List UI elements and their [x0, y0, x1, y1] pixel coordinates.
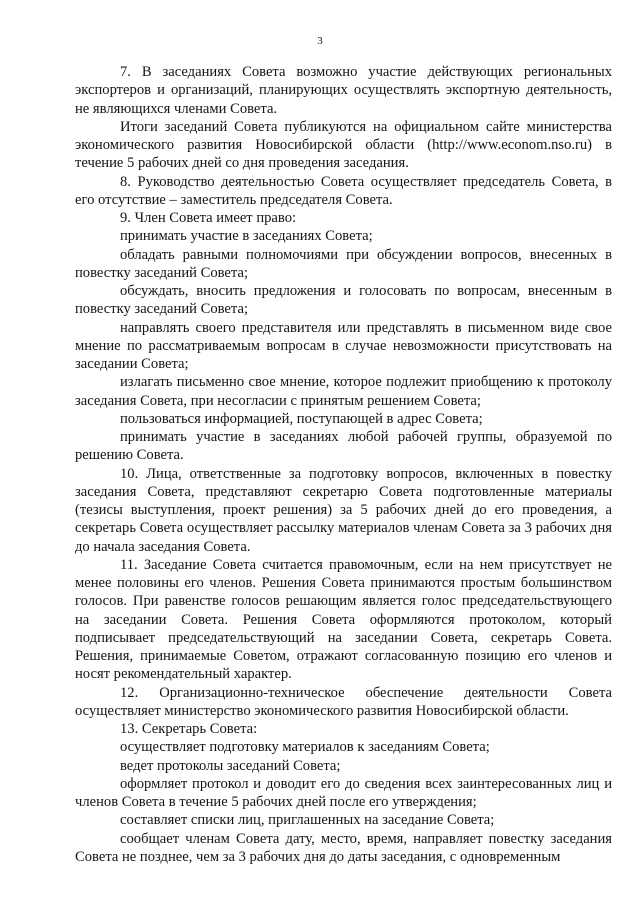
right-item: излагать письменно свое мнение, которое подлежит приобщению к протоколу заседания Совета, при несогласии с принятым решением Совета;	[75, 374, 612, 409]
secretary-duty-item: оформляет протокол и доводит его до сведения всех заинтересованных лиц и членов Совета в течение 5 рабочих дней после его утверждения;	[75, 775, 612, 810]
right-item: принимать участие в заседаниях Совета;	[120, 228, 373, 245]
right-item: пользоваться информацией, поступающей в адрес Совета;	[120, 410, 483, 427]
secretary-duty-item: осуществляет подготовку материалов к заседаниям Совета;	[120, 739, 490, 756]
paragraph-12: 12. Организационно-техническое обеспечение деятельности Совета осуществляет министерство экономического развития Новосибирской области.	[75, 684, 612, 719]
paragraph-8: 8. Руководство деятельностью Совета осуществляет председатель Совета, в его отсутствие – заместитель председателя Совета.	[75, 173, 612, 208]
paragraph-9: 9. Член Совета имеет право:	[120, 210, 297, 226]
paragraph-results-publication: Итоги заседаний Совета публикуются на официальном сайте министерства экономического развития Новосибирской области (http://www.econom.nso.ru) в течение 5 рабочих дней со дня проведения заседания.	[75, 118, 612, 172]
paragraph-7: 7. В заседаниях Совета возможно участие действующих региональных экспортеров и организаций, планирующих осуществлять экспортную деятельность, не являющихся членами Совета.	[75, 64, 612, 117]
secretary-duty-item: ведет протоколы заседаний Совета;	[120, 757, 341, 774]
right-item: принимать участие в заседаниях любой рабочей группы, образуемой по решению Совета.	[75, 429, 612, 464]
paragraph-10: 10. Лица, ответственные за подготовку вопросов, включенных в повестку заседания Совета, представляют секретарю Совета подготовленные материалы (тезисы выступления, проект решения) за 5 рабочих дней до его проведения, а секретарь Совета осуществляет рассылку материалов членам Совета за 3 рабочих дня до начала заседания Совета.	[75, 465, 612, 555]
right-item: направлять своего представителя или представлять в письменном виде свое мнение по рассматриваемым вопросам в случае невозможности присутствовать на заседании Совета;	[75, 319, 612, 372]
page-number: 3	[317, 35, 323, 47]
document-body	[75, 63, 612, 866]
secretary-duty-item: составляет списки лиц, приглашенных на заседание Совета;	[120, 812, 495, 829]
paragraph-13: 13. Секретарь Совета:	[120, 721, 258, 737]
right-item: обладать равными полномочиями при обсуждении вопросов, внесенных в повестку заседаний Совета;	[75, 246, 612, 281]
secretary-duty-item: сообщает членам Совета дату, место, время, направляет повестку заседания Совета не позднее, чем за 3 рабочих дня до даты заседания, с одновременным	[75, 830, 612, 865]
paragraph-11: 11. Заседание Совета считается правомочным, если на нем присутствует не менее половины его членов. Решения Совета принимаются простым большинством голосов. При равенстве голосов решающим является голос председательствующего на заседании Совета. Решения Совета оформляются протоколом, который подписывает председательствующий на заседании Совета, секретарь Совета. Решения, принимаемые Советом, отражают согласованную позицию его членов и носят рекомендательный характер.	[75, 556, 612, 683]
right-item: обсуждать, вносить предложения и голосовать по вопросам, внесенным в повестку заседаний Совета;	[75, 283, 612, 318]
